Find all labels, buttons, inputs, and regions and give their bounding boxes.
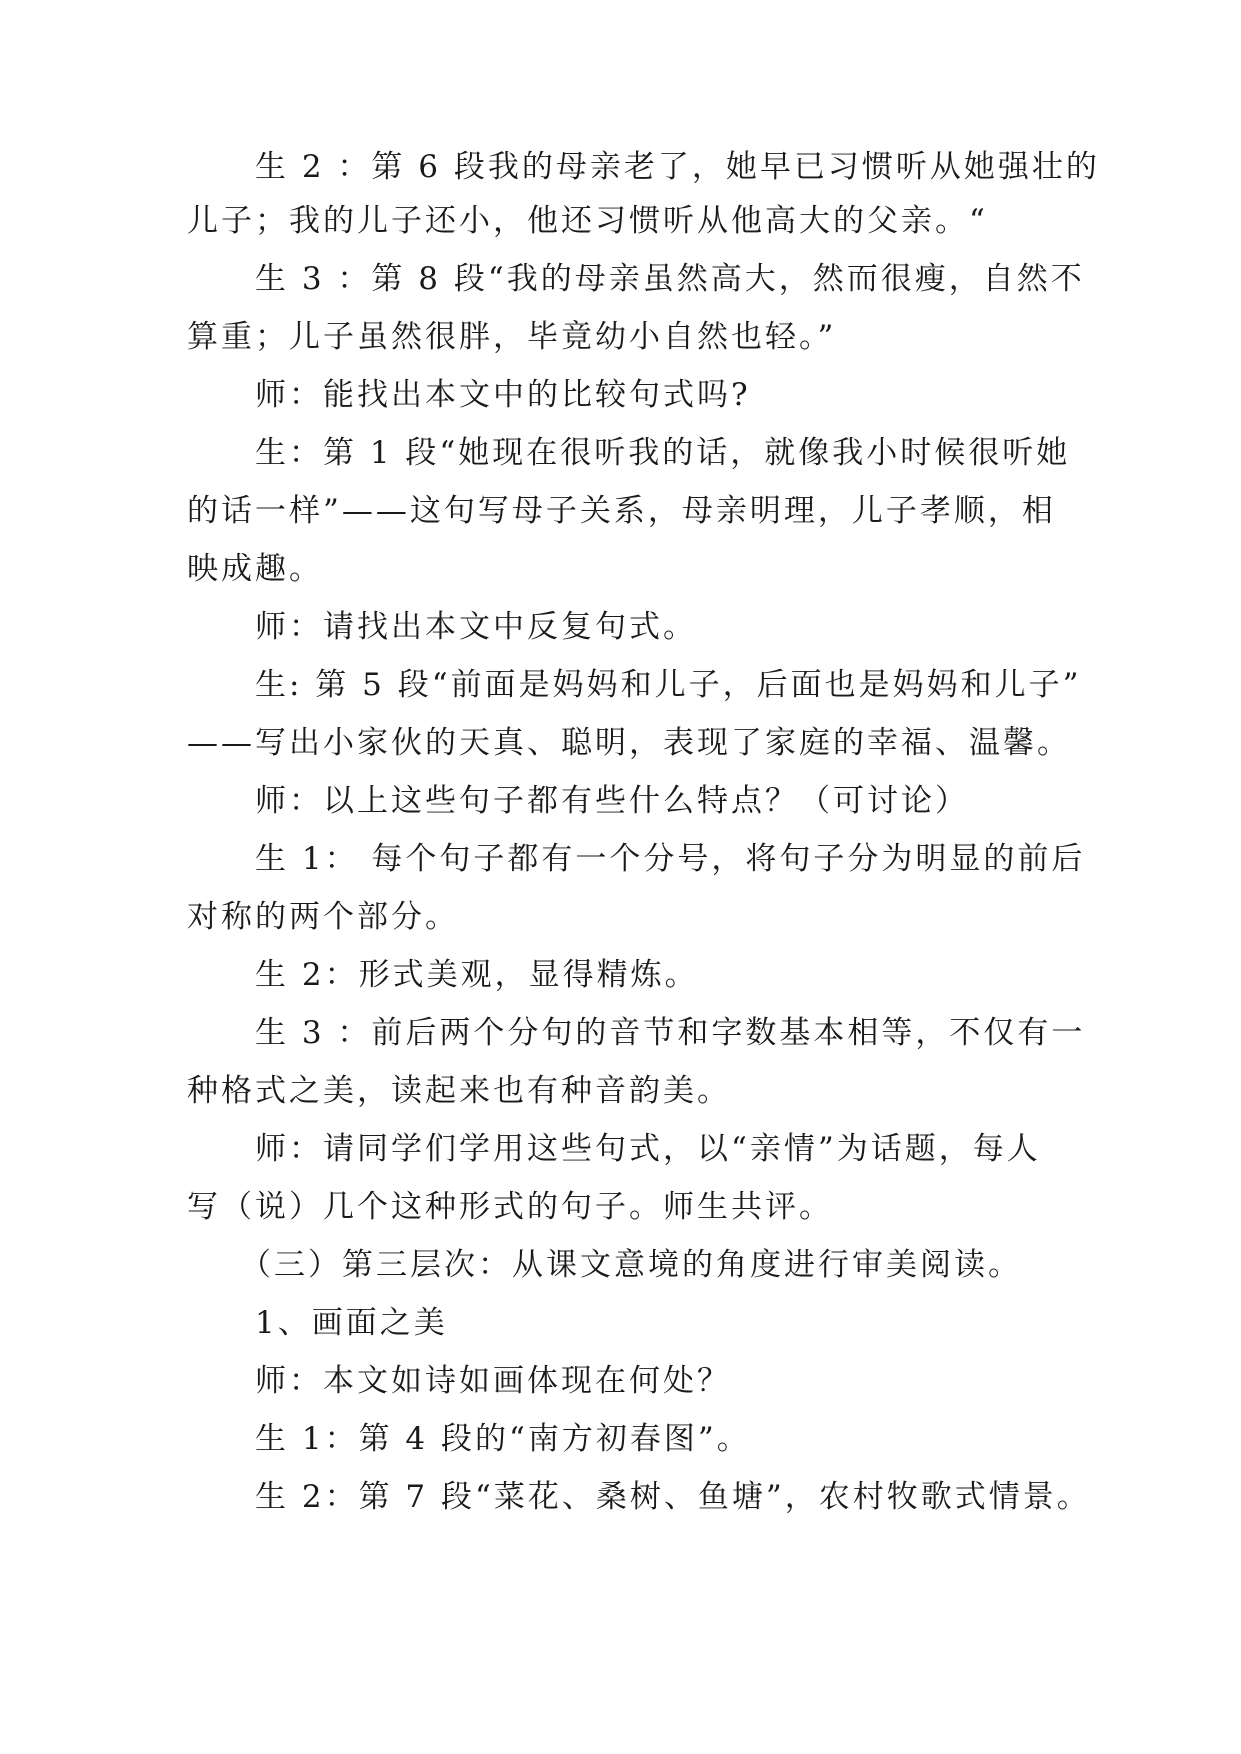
text-line: 生：第 1 段“她现在很听我的话，就像我小时候很听她 bbox=[255, 435, 1071, 471]
text-line: 生 3 ：前后两个分句的音节和字数基本相等，不仅有一 bbox=[255, 1015, 1086, 1051]
text-line: 生 2：第 7 段“菜花、桑树、鱼塘”，农村牧歌式情景。 bbox=[255, 1479, 1091, 1515]
text-line: 师：以上这些句子都有些什么特点？（可讨论） bbox=[255, 783, 969, 819]
text-line: 师：请同学们学用这些句式，以“亲情”为话题，每人 bbox=[255, 1131, 1041, 1167]
text-line: 算重；儿子虽然很胖，毕竟幼小自然也轻。” bbox=[187, 319, 837, 355]
text-line: 生: 第 5 段“前面是妈妈和儿子，后面也是妈妈和儿子” bbox=[255, 667, 1082, 703]
subsection-heading: 1、画面之美 bbox=[255, 1305, 448, 1341]
text-line: 师：请找出本文中反复句式。 bbox=[255, 609, 697, 645]
text-line: ——写出小家伙的天真、聪明，表现了家庭的幸福、温馨。 bbox=[187, 725, 1071, 761]
text-line: 映成趣。 bbox=[187, 551, 323, 587]
text-line: 种格式之美，读起来也有种音韵美。 bbox=[187, 1073, 731, 1109]
text-line: 生 1： 每个句子都有一个分号，将句子分为明显的前后 bbox=[255, 841, 1086, 877]
text-line: 生 1：第 4 段的“南方初春图”。 bbox=[255, 1421, 751, 1457]
text-line: 生 2：形式美观，显得精炼。 bbox=[255, 957, 699, 993]
text-line: 生 2 ：第 6 段我的母亲老了，她早已习惯听从她强壮的 bbox=[255, 149, 1100, 185]
text-line: 对称的两个部分。 bbox=[187, 899, 459, 935]
text-line: 生 3 ：第 8 段“我的母亲虽然高大，然而很瘦，自然不 bbox=[255, 261, 1085, 297]
text-line: 写（说）几个这种形式的句子。师生共评。 bbox=[187, 1189, 833, 1225]
text-line: 儿子；我的儿子还小，他还习惯听从他高大的父亲。“ bbox=[187, 203, 988, 239]
section-heading: （三）第三层次：从课文意境的角度进行审美阅读。 bbox=[240, 1247, 1022, 1283]
text-line: 师：能找出本文中的比较句式吗? bbox=[255, 377, 751, 413]
text-line: 的话一样”——这句写母子关系，母亲明理，儿子孝顺，相 bbox=[187, 493, 1056, 529]
text-line: 师：本文如诗如画体现在何处？ bbox=[255, 1363, 731, 1399]
